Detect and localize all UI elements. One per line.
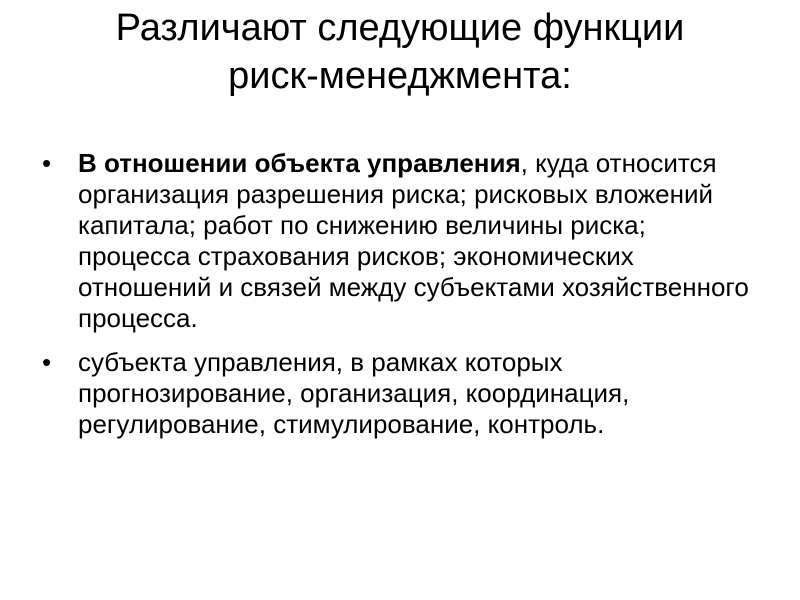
bullet-item-object xyxy=(40,148,760,334)
slide-title xyxy=(40,4,760,100)
bullet-item-subject xyxy=(40,347,760,440)
bullet-bold-lead: В отношении объекта управления xyxy=(78,148,521,178)
bullet-dot-icon: • xyxy=(42,148,52,178)
slide-title-line-1: Различают следующие функции xyxy=(115,7,685,49)
bullet-list xyxy=(40,148,760,453)
slide-title-line-2: риск-менеджмента: xyxy=(228,55,572,97)
bullet-text: субъекта управления, в рамках которых прогнозирование, организация, координация, регулирование, стимулирование, контроль. xyxy=(78,347,630,439)
bullet-text: , куда относится организация разрешения риска; рисковых вложений капитала; работ по снижению величины риска; процесса страхования рисков; экономических отношений и связей между субъектами хозяйственного процесса. xyxy=(78,148,749,333)
bullet-dot-icon: • xyxy=(42,347,52,377)
